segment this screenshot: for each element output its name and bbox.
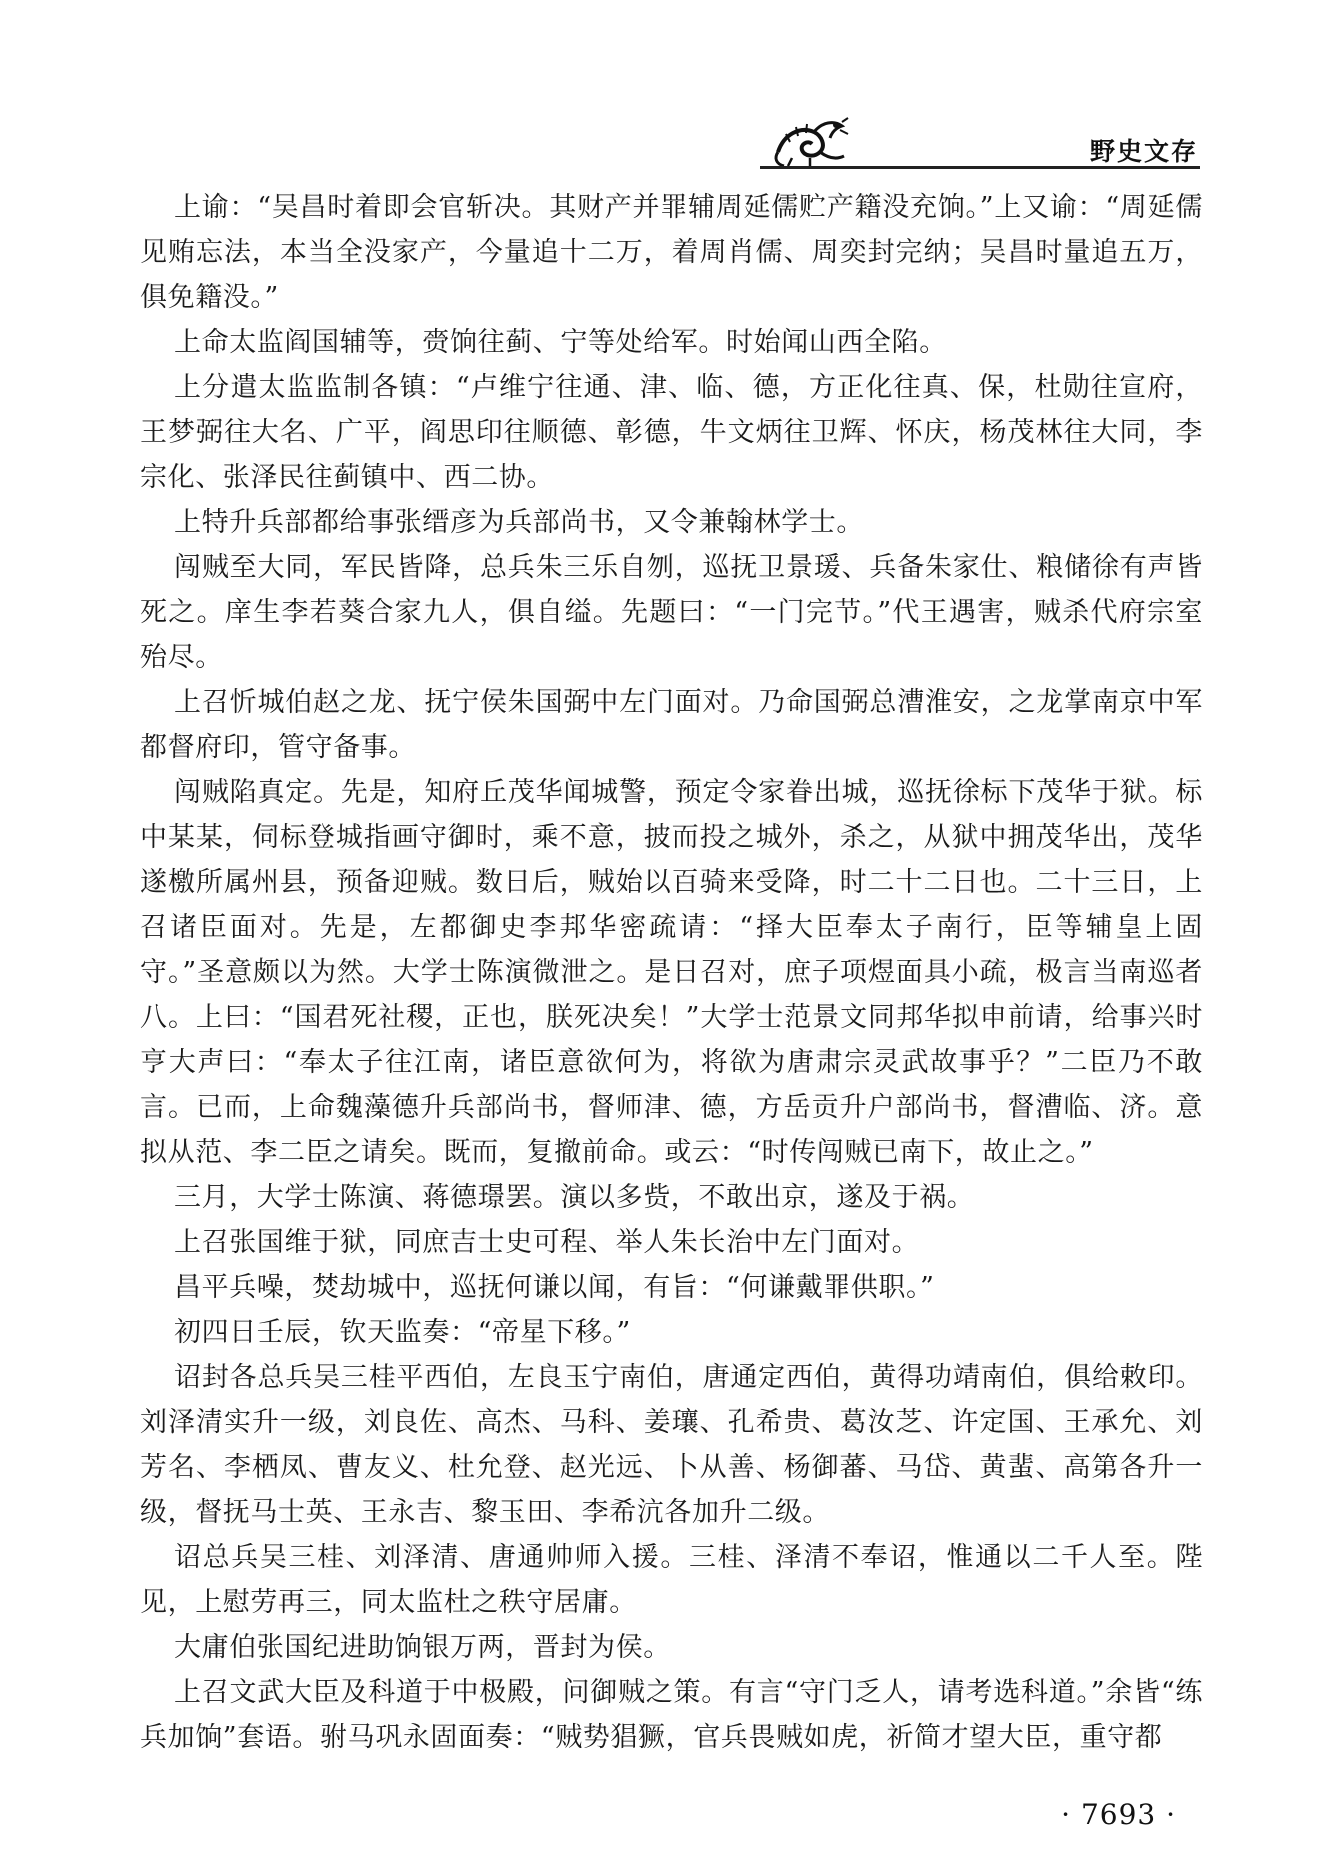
page-number: · 7693 · xyxy=(1061,1798,1176,1831)
running-header xyxy=(760,112,1200,172)
paragraph: 三月，大学士陈演、蒋德璟罢。演以多赀，不敢出京，遂及于祸。 xyxy=(174,1182,975,1213)
page-body xyxy=(140,185,1203,1760)
paragraph: 闯贼陷真定。先是，知府丘茂华闻城警，预定令家眷出城，巡抚徐标下茂华于狱。标中某某，伺标登城指画守御时，乘不意，披而投之城外，杀之，从狱中拥茂华出，茂华遂檄所属州县，预备迎贼。数日后，贼始以百骑来受降，时二十二日也。二十三日，上召诸臣面对。先是，左都御史李邦华密疏请：“择大臣奉太子南行，臣等辅皇上固守。”圣意颇以为然。大学士陈演微泄之。是日召对，庶子项煜面具小疏，极言当南巡者八。上曰：“国君死社稷，正也，朕死决矣！”大学士范景文同邦华拟申前请，给事兴时亨大声曰：“奉太子往江南，诸臣意欲何为，将欲为唐肃宗灵武故事乎？”二臣乃不敢言。已而，上命魏藻德升兵部尚书，督师津、德，方岳贡升户部尚书，督漕临、济。意拟从范、李二臣之请矣。既而，复撤前命。或云：“时传闯贼已南下，故止之。” xyxy=(140,777,1203,1168)
header-rule xyxy=(760,166,1200,169)
paragraph: 上特升兵部都给事张缙彦为兵部尚书，又令兼翰林学士。 xyxy=(174,507,864,538)
paragraph: 上召忻城伯赵之龙、抚宁侯朱国弼中左门面对。乃命国弼总漕淮安，之龙掌南京中军都督府印，管守备事。 xyxy=(140,687,1203,763)
dragon-emblem-icon xyxy=(770,112,850,170)
paragraph: 初四日壬辰，钦天监奏：“帝星下移。” xyxy=(174,1317,631,1348)
paragraph: 上分遣太监监制各镇：“卢维宁往通、津、临、德，方正化往真、保，杜勋往宣府，王梦弼往大名、广平，阎思印往顺德、彰德，牛文炳往卫辉、怀庆，杨茂林往大同，李宗化、张泽民往蓟镇中、西二协。 xyxy=(140,372,1203,493)
paragraph: 诏封各总兵吴三桂平西伯，左良玉宁南伯，唐通定西伯，黄得功靖南伯，俱给敕印。刘泽清实升一级，刘良佐、高杰、马科、姜瓖、孔希贵、葛汝芝、许定国、王承允、刘芳名、李栖凤、曹友义、杜允登、赵光远、卜从善、杨御蕃、马岱、黄蜚、高第各升一级，督抚马士英、王永吉、黎玉田、李希沆各加升二级。 xyxy=(140,1362,1203,1528)
paragraph: 上召文武大臣及科道于中极殿，问御贼之策。有言“守门乏人，请考选科道。”余皆“练兵加饷”套语。驸马巩永固面奏：“贼势猖獗，官兵畏贼如虎，祈简才望大臣，重守都 xyxy=(140,1677,1203,1753)
paragraph: 闯贼至大同，军民皆降，总兵朱三乐自刎，巡抚卫景瑗、兵备朱家仕、粮储徐有声皆死之。庠生李若葵合家九人，俱自缢。先题曰：“一门完节。”代王遇害，贼杀代府宗室殆尽。 xyxy=(140,552,1203,673)
paragraph: 上谕：“吴昌时着即会官斩决。其财产并罪辅周延儒贮产籍没充饷。”上又谕：“周延儒见贿忘法，本当全没家产，今量追十二万，着周肖儒、周奕封完纳；吴昌时量追五万，俱免籍没。” xyxy=(140,192,1203,313)
paragraph: 上召张国维于狱，同庶吉士史可程、举人朱长治中左门面对。 xyxy=(174,1227,920,1258)
paragraph: 昌平兵噪，焚劫城中，巡抚何谦以闻，有旨：“何谦戴罪供职。” xyxy=(174,1272,935,1303)
paragraph: 诏总兵吴三桂、刘泽清、唐通帅师入援。三桂、泽清不奉诏，惟通以二千人至。陛见，上慰劳再三，同太监杜之秩守居庸。 xyxy=(140,1542,1203,1618)
paragraph: 大庸伯张国纪进助饷银万两，晋封为侯。 xyxy=(174,1632,671,1663)
header-title: 野史文存 xyxy=(1089,137,1198,166)
paragraph: 上命太监阎国辅等，赍饷往蓟、宁等处给军。时始闻山西全陷。 xyxy=(174,327,947,358)
